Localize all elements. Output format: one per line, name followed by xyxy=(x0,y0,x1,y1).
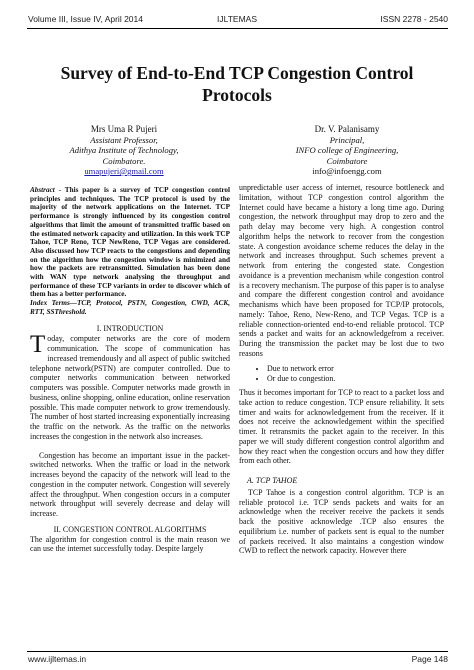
intro-paragraph-2: Congestion has become an important issue in the packet-switched networks. When the traffic or load in the network increases beyond the capacity of the network will lead to the congestion in the computer network. Congestion will severely affect the throughput. When congestion occurs in a computer network throughput will severely decrease and delay will increase. xyxy=(30,450,230,519)
volume-issue: Volume III, Issue IV, April 2014 xyxy=(28,14,143,24)
author-role: Principal, xyxy=(329,134,365,145)
left-column xyxy=(30,186,230,554)
intro-paragraph-1-text: oday, computer networks are the core of modern communication. The scope of communication has increased tremendously and all aspect of public switched telephone network(PSTN) are computer controlled. Due to computer networks communication between networked computers was possible. Computer networks made growth in business, online shopping, online education, online reservation possible. This made computer network to grow tremendously. The number of host started increasing exponentially increasing the traffic on the network. As the traffic on the networks increases the congestion in the network also increases. xyxy=(30,334,230,441)
index-terms xyxy=(30,299,230,316)
author-name: Dr. V. Palanisamy xyxy=(314,124,380,134)
author-email-link[interactable]: umapujeri@gmail.com xyxy=(84,166,164,176)
author-affiliation: Adithya Institute of Technology, xyxy=(69,145,179,155)
abstract-text: This paper is a survey of TCP congestion control principles and techniques. The TCP protocol is used by the majority of the network applications on the Internet. TCP performance is strongly influenced by its congestion control algorithms that limit the amount of transmitted traffic based on the estimated network capacity and utilization. In this work TCP Tahoe, TCP Reno, TCP NewReno, TCP Vegas are considered. Also discussed how TCP reacts to the congestions and depending on the algorithm how the congestion window is minimized and how the packets are retransmitted. Simulation has been done with WAN type network analysing the throughput and performance of these TCP variants in order to discover which of them has a better performance. xyxy=(30,186,230,299)
index-terms-label: Index Terms xyxy=(30,299,70,308)
intro-paragraph-1 xyxy=(30,331,230,441)
subsection-heading-tcp-tahoe: A. TCP TAHOE xyxy=(247,476,298,485)
author-block-2 xyxy=(262,124,432,177)
index-terms-text: —TCP, Protocol, PSTN, Congestion, CWD, ACK, RTT, SSThreshold. xyxy=(30,299,231,316)
section2-paragraph-1: The algorithm for congestion control is the main reason we can use the internet successfully today. Despite largely xyxy=(30,534,230,554)
journal-name: IJLTEMAS xyxy=(217,14,257,24)
right-paragraph-2: Thus it becomes important for TCP to react to a packet loss and take action to reduce congestion. TCP ensure reliability. It sets timer and waits for acknowledgement from the receiver. If it does not receive the acknowledgement within the specified timer. It retransmits the packet again to the receiver. In this paper we will study different congestion control algorithm and how they react when the congestion occurs and how they differ from each other. xyxy=(239,388,444,466)
page-number: Page 148 xyxy=(411,654,448,664)
author-city: Coimbatore xyxy=(326,155,368,166)
bullet-item: • Or due to congestion. xyxy=(267,374,444,384)
section-heading-introduction: I. INTRODUCTION xyxy=(96,323,164,333)
right-column xyxy=(239,183,444,556)
abstract-label: Abstract - xyxy=(30,186,62,194)
author-email: info@infoengg.com xyxy=(312,166,382,176)
author-city: Coimbatore. xyxy=(102,155,146,166)
section-heading-congestion-control: II. CONGESTION CONTROL ALGORITHMS xyxy=(53,524,207,534)
author-affiliation: INFO college of Engineering, xyxy=(295,145,399,155)
footer-rule xyxy=(27,651,448,652)
header-rule xyxy=(27,28,448,29)
issn: ISSN 2278 - 2540 xyxy=(380,14,448,24)
bullet-list xyxy=(239,364,444,385)
abstract xyxy=(30,186,230,299)
tcp-tahoe-paragraph: TCP Tahoe is a congestion control algorithm. TCP is an reliable protocol i.e. TCP sends packets and waits for an acknowledge when the receiver receive the packets it sends back the positive acknowledge .TCP also ensures the equilibrium i.e. number of packets sent is equal to the number of packets received. It also maintains a congestion window CWD to reflect the network capacity. However there xyxy=(239,487,444,556)
right-paragraph-1: unpredictable user access of internet, resource bottleneck and limitation, without TCP congestion control algorithm the Internet could have became a history a long time ago. During congestion, the network throughput may drop to zero and the path delay may become very high. A congestion control algorithm helps the network to recover from the congestion state. A congestion avoidance scheme reduces the delay in the network and increases throughput. Such schemes prevent a network from entering the congested state. Congestion avoidance is a prevention mechanism while congestion control is a recovery mechanism. The purpose of this paper is to analyse and compare the different congestion control and avoidance mechanisms which have been proposed for TCP/IP protocols, namely: Tahoe, Reno, New-Reno, and TCP Vegas. TCP is a reliable connection-oriented end-to-end reliable protocol. TCP sends a packet and waits for an acknowledgefrom a receiver. During the transmission the packet may be lost due to two reasons xyxy=(239,183,444,358)
author-name: Mrs Uma R Pujeri xyxy=(90,124,158,134)
paper-title: Survey of End-to-End TCP Congestion Control Protocols xyxy=(60,63,414,105)
drop-cap: T xyxy=(30,331,46,359)
author-block-1 xyxy=(40,124,208,177)
page-header xyxy=(0,10,474,30)
footer-url: www.ijltemas.in xyxy=(28,654,87,664)
bullet-item: • Due to network error xyxy=(267,364,444,374)
author-role: Assistant Professor, xyxy=(90,134,158,145)
